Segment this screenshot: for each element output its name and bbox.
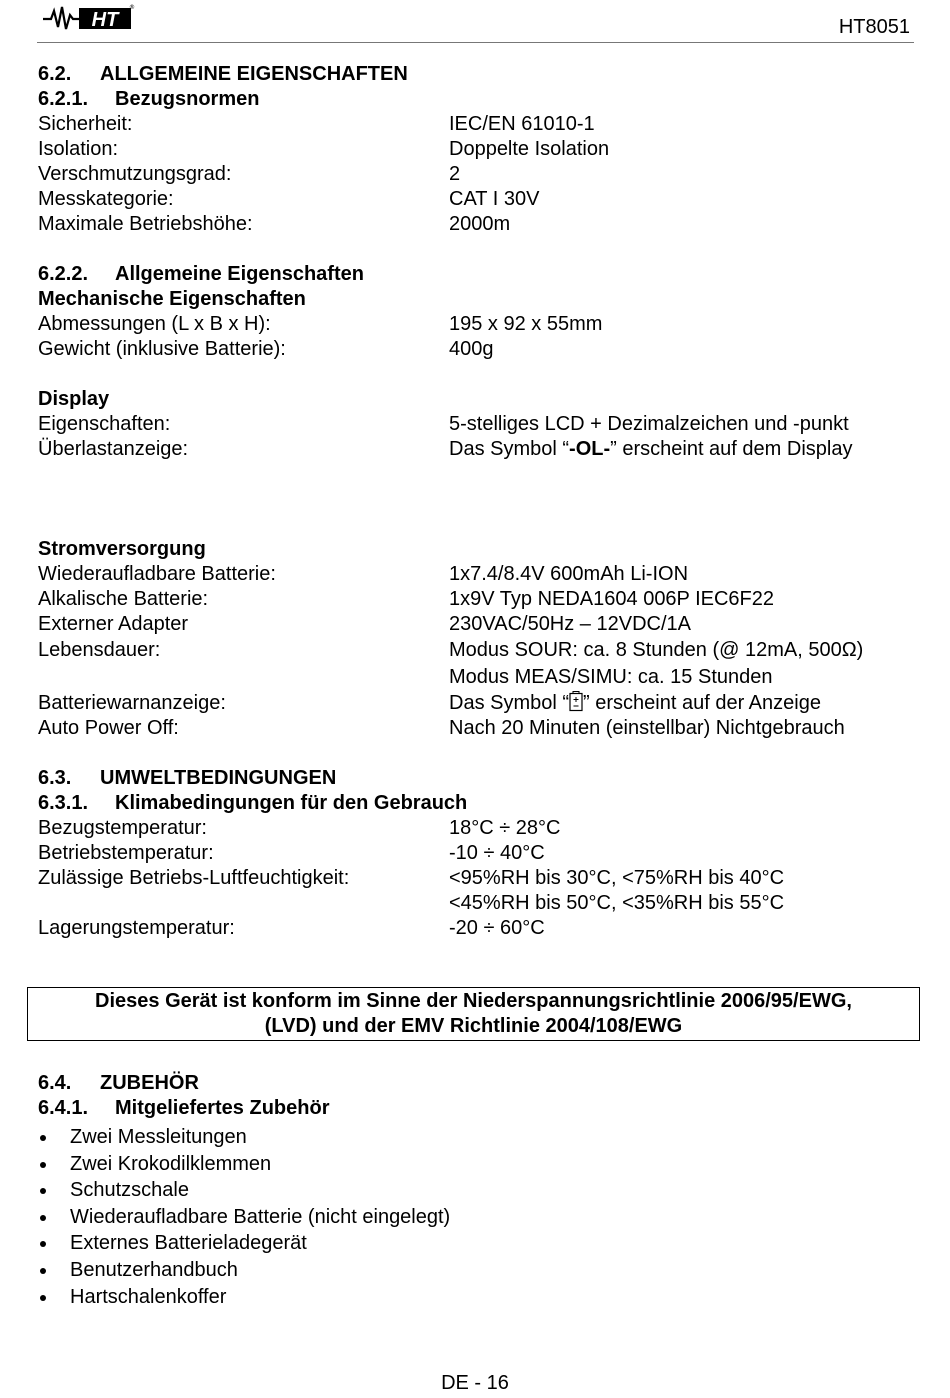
conformity-notice xyxy=(27,987,920,1041)
bullet-icon xyxy=(40,1215,46,1221)
section-number: 6.4. xyxy=(38,1072,72,1094)
subsection-heading-6-4-1 xyxy=(38,1096,918,1121)
spec-label: Abmessungen (L x B x H): xyxy=(38,313,271,335)
spec-row xyxy=(38,412,918,437)
subsection-title: Allgemeine Eigenschaften xyxy=(115,263,364,285)
bullet-icon xyxy=(40,1295,46,1301)
list-item-text: Benutzerhandbuch xyxy=(70,1258,238,1281)
spec-label: Eigenschaften: xyxy=(38,413,171,435)
subsection-number: 6.2.1. xyxy=(38,88,89,110)
group-heading-mechanical xyxy=(38,287,918,312)
bullet-icon xyxy=(40,1188,46,1194)
model-name: HT8051 xyxy=(838,16,910,38)
spec-value: <95%RH bis 30°C, <75%RH bis 40°C xyxy=(449,867,785,889)
accessories-list xyxy=(38,1124,918,1310)
spec-value: 5-stelliges LCD + Dezimalzeichen und -punkt xyxy=(449,413,849,435)
subsection-number: 6.4.1. xyxy=(38,1097,89,1119)
spec-value: Modus SOUR: ca. 8 Stunden (@ 12mA, 500Ω) xyxy=(449,639,864,661)
battwarn-post: ” erscheint auf der Anzeige xyxy=(583,692,821,714)
group-heading-display xyxy=(38,387,918,412)
spec-value: Doppelte Isolation xyxy=(449,138,610,160)
spec-label: Betriebstemperatur: xyxy=(38,842,214,864)
spec-row xyxy=(38,587,918,612)
list-item-text: Zwei Messleitungen xyxy=(70,1126,247,1148)
spec-label: Gewicht (inklusive Batterie): xyxy=(38,338,286,360)
group-heading-power xyxy=(38,537,918,562)
spec-row-battery-warning xyxy=(38,691,918,716)
spacer xyxy=(38,362,918,387)
spec-value xyxy=(449,691,821,716)
logo-text: HT xyxy=(91,9,119,31)
list-item-text: Hartschalenkoffer xyxy=(70,1285,227,1308)
list-item xyxy=(38,1151,918,1178)
spec-label: Maximale Betriebshöhe: xyxy=(38,213,253,235)
overload-symbol: -OL- xyxy=(569,438,611,460)
section-title: ALLGEMEINE EIGENSCHAFTEN xyxy=(100,63,408,85)
section-title: ZUBEHÖR xyxy=(100,1072,199,1094)
spec-value: 2 xyxy=(449,163,461,185)
spec-label: Externer Adapter xyxy=(38,613,189,635)
spec-value: -20 ÷ 60°C xyxy=(449,917,545,939)
page-header xyxy=(37,0,914,43)
spec-value xyxy=(449,437,852,462)
spec-label: Lagerungstemperatur: xyxy=(38,917,235,939)
subsection-heading-6-2-1 xyxy=(38,87,918,112)
bullet-icon xyxy=(40,1162,46,1168)
list-item xyxy=(38,1124,918,1151)
subsection-number: 6.3.1. xyxy=(38,792,89,814)
spec-row xyxy=(38,664,918,691)
spec-value: Modus MEAS/SIMU: ca. 15 Stunden xyxy=(449,666,773,688)
notice-line: (LVD) und der EMV Richtlinie 2004/108/EWG xyxy=(264,1015,683,1037)
list-item-text: Wiederaufladbare Batterie (nicht eingelegt) xyxy=(70,1205,451,1228)
list-item xyxy=(38,1177,918,1204)
list-item xyxy=(38,1284,918,1311)
svg-text:®: ® xyxy=(129,4,135,11)
spec-content xyxy=(38,62,918,941)
section-heading-6-4 xyxy=(38,1071,918,1096)
spec-label: Wiederaufladbare Batterie: xyxy=(38,563,276,585)
group-title: Mechanische Eigenschaften xyxy=(38,288,306,310)
spacer xyxy=(38,462,918,537)
battwarn-pre: Das Symbol “ xyxy=(449,692,570,714)
spec-value: CAT I 30V xyxy=(449,188,540,210)
spec-row xyxy=(38,312,918,337)
group-title: Display xyxy=(38,388,110,410)
spec-row xyxy=(38,816,918,841)
section-number: 6.3. xyxy=(38,767,72,789)
spec-row xyxy=(38,337,918,362)
spec-label: Bezugstemperatur: xyxy=(38,817,207,839)
spec-row xyxy=(38,866,918,891)
spec-label: Isolation: xyxy=(38,138,119,160)
spec-row xyxy=(38,637,918,664)
spec-value: 230VAC/50Hz – 12VDC/1A xyxy=(449,613,691,635)
ht-logo xyxy=(41,3,133,33)
subsection-title: Bezugsnormen xyxy=(115,88,260,110)
spec-value: 18°C ÷ 28°C xyxy=(449,817,561,839)
spec-label: Lebensdauer: xyxy=(38,639,161,661)
spec-row xyxy=(38,187,918,212)
subsection-heading-6-3-1 xyxy=(38,791,918,816)
list-item-text: Zwei Krokodilklemmen xyxy=(70,1152,272,1175)
spec-value: 195 x 92 x 55mm xyxy=(449,313,603,335)
subsection-heading-6-2-2 xyxy=(38,262,918,287)
spec-value: 1x7.4/8.4V 600mAh Li-ION xyxy=(449,563,689,585)
list-item xyxy=(38,1257,918,1284)
spec-row xyxy=(38,841,918,866)
section-heading-6-3 xyxy=(38,766,918,791)
spec-row xyxy=(38,612,918,637)
spec-row xyxy=(38,162,918,187)
spec-label: Überlastanzeige: xyxy=(38,438,189,460)
bullet-icon xyxy=(40,1135,46,1141)
spec-label: Alkalische Batterie: xyxy=(38,588,209,610)
overload-post: ” erscheint auf dem Display xyxy=(610,438,853,460)
spec-label: Sicherheit: xyxy=(38,113,133,135)
spec-value: 400g xyxy=(449,338,494,360)
subsection-number: 6.2.2. xyxy=(38,263,89,285)
spec-label: Batteriewarnanzeige: xyxy=(38,692,226,714)
spec-row xyxy=(38,137,918,162)
spec-row xyxy=(38,916,918,941)
list-item xyxy=(38,1204,918,1231)
accessories-headings xyxy=(38,1071,918,1121)
spec-row xyxy=(38,212,918,237)
list-item xyxy=(38,1230,918,1257)
spec-value: 2000m xyxy=(449,213,511,235)
spec-label: Auto Power Off: xyxy=(38,717,179,739)
page-number: DE - 16 xyxy=(441,1372,509,1394)
spacer xyxy=(38,741,918,766)
section-number: 6.2. xyxy=(38,63,72,85)
spec-row xyxy=(38,112,918,137)
spec-label: Zulässige Betriebs-Luftfeuchtigkeit: xyxy=(38,867,350,889)
list-item-text: Externes Batterieladegerät xyxy=(70,1232,307,1255)
spec-row xyxy=(38,891,918,916)
spacer xyxy=(38,237,918,262)
notice-line: Dieses Gerät ist konform im Sinne der Niederspannungsrichtlinie 2006/95/EWG, xyxy=(95,990,852,1012)
section-heading-6-2 xyxy=(38,62,918,87)
spec-row xyxy=(38,716,918,741)
spec-row-overload xyxy=(38,437,918,462)
overload-pre: Das Symbol “ xyxy=(449,438,570,460)
spec-label: Messkategorie: xyxy=(38,188,174,210)
spec-row xyxy=(38,562,918,587)
spec-value: <45%RH bis 50°C, <35%RH bis 55°C xyxy=(449,892,785,914)
bullet-icon xyxy=(40,1241,46,1247)
subsection-title: Mitgeliefertes Zubehör xyxy=(115,1097,330,1119)
group-title: Stromversorgung xyxy=(38,538,206,560)
subsection-title: Klimabedingungen für den Gebrauch xyxy=(115,792,468,814)
list-item-text: Schutzschale xyxy=(70,1179,189,1202)
spec-value: IEC/EN 61010-1 xyxy=(449,113,595,135)
spec-value: -10 ÷ 40°C xyxy=(449,842,545,864)
spec-value: 1x9V Typ NEDA1604 006P IEC6F22 xyxy=(449,588,775,610)
spec-value: Nach 20 Minuten (einstellbar) Nichtgebrauch xyxy=(449,717,845,739)
section-title: UMWELTBEDINGUNGEN xyxy=(100,767,337,789)
spec-label: Verschmutzungsgrad: xyxy=(38,163,232,185)
bullet-icon xyxy=(40,1268,46,1274)
battery-icon xyxy=(569,691,583,711)
